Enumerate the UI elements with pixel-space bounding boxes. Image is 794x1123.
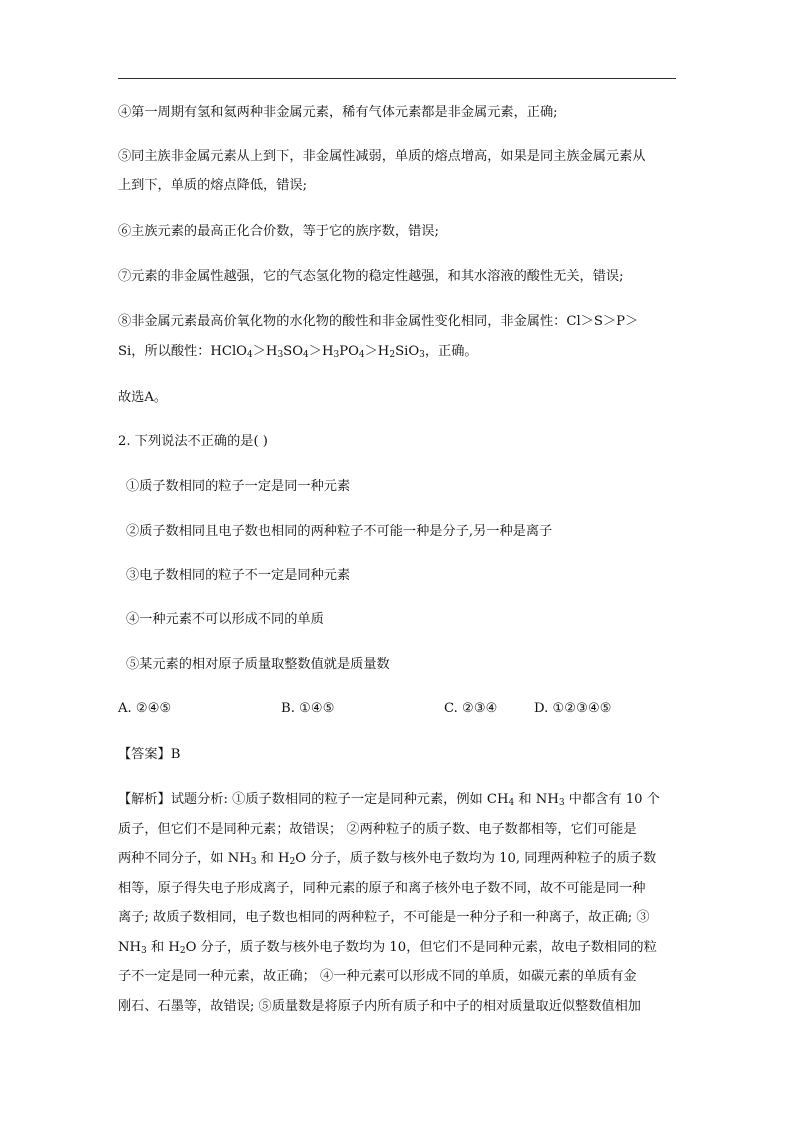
analysis-line-4: 相等，原子得失电子形成离子，同种元素的原子和离子核外电子数不同，故不可能是同一种 — [118, 881, 646, 896]
option-d: D. ①②③④⑤ — [534, 701, 612, 716]
statement-2: ②质子数相同且电子数也相同的两种粒子不可能一种是分子,另一种是离子 — [126, 524, 553, 539]
statement-4: ④一种元素不可以形成不同的单质 — [126, 612, 324, 627]
statement-5: ⑤某元素的相对原子质量取整数值就是质量数 — [126, 657, 390, 672]
prev-item-4: ④第一周期有氢和氦两种非金属元素，稀有气体元素都是非金属元素，正确; — [118, 105, 558, 120]
analysis-line-2: 质子，但它们不是同种元素；故错误； ②两种粒子的质子数、电子数都相等，它们可能是 — [118, 822, 637, 837]
analysis-line-3: 两种不同分子，如 $NH_3$ 和 $H_2O$ 分子，质子数与核外电子数均为 10, 同理两种粒子的质子数 — [118, 851, 657, 867]
options-row — [118, 701, 678, 719]
option-c: C. ②③④ — [444, 701, 498, 716]
statement-3: ③电子数相同的粒子不一定是同种元素 — [126, 568, 351, 583]
prev-item-6: ⑥主族元素的最高正化合价数，等于它的族序数，错误; — [118, 224, 439, 239]
analysis-line-8: 刚石、石墨等，故错误; ⑤质量数是将原子内所有质子和中子的相对质量取近似整数值相加 — [118, 999, 641, 1014]
conclusion: 故选A。 — [118, 390, 168, 405]
analysis-line-7: 子不一定是同一种元素，故正确； ④一种元素可以形成不同的单质，如碳元素的单质有金 — [118, 969, 637, 984]
analysis-line-5: 离子; 故质子数相同，电子数也相同的两种粒子，不可能是一种分子和一种离子，故正确; ③ — [118, 910, 650, 925]
statement-1: ①质子数相同的粒子一定是同一种元素 — [126, 479, 351, 494]
prev-item-5-cont: 上到下，单质的熔点降低，错误; — [118, 178, 308, 193]
prev-item-8: ⑧非金属元素最高价氧化物的水化物的酸性和非金属性变化相同，非金属性：Cl＞S＞P＞ — [118, 314, 639, 329]
header-rule — [118, 78, 676, 79]
answer-line: 【答案】B — [118, 747, 181, 762]
prev-item-5: ⑤同主族非金属元素从上到下，非金属性减弱，单质的熔点增高，如果是同主族金属元素从 — [118, 149, 646, 164]
option-b: B. ①④⑤ — [281, 701, 335, 716]
option-a: A. ②④⑤ — [118, 701, 172, 716]
prev-item-7: ⑦元素的非金属性越强，它的气态氢化物的稳定性越强，和其水溶液的酸性无关，错误; — [118, 269, 624, 284]
prev-item-8-cont: Si，所以酸性：$HClO_4>H_3SO_4>H_3PO_4>H_2SiO_3$，正确。 — [118, 344, 478, 360]
analysis-line-1: 【解析】试题分析: ①质子数相同的粒子一定是同种元素，例如 $CH_4$ 和 $NH_3$ 中都含有 10 个 — [118, 792, 660, 808]
analysis-line-6: $NH_3$ 和 $H_2O$ 分子，质子数与核外电子数均为 10，但它们不是同种元素，故电子数相同的粒 — [118, 940, 657, 956]
question-stem: 2. 下列说法不正确的是( ) — [118, 434, 268, 449]
